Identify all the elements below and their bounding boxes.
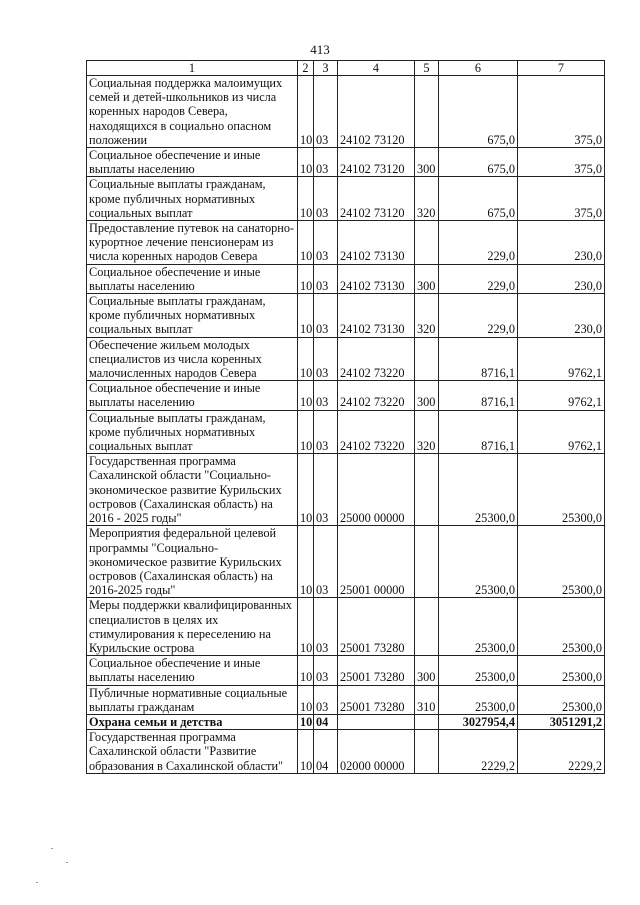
section-code-cell: 10 bbox=[298, 656, 314, 685]
row-name-cell: Публичные нормативные социальные выплаты гражданам bbox=[87, 685, 298, 714]
expense-type-cell bbox=[415, 598, 439, 656]
section-code-cell: 10 bbox=[298, 526, 314, 598]
target-article-cell: 24102 73220 bbox=[338, 410, 415, 454]
column-header: 6 bbox=[439, 61, 518, 76]
amount-year-1-cell: 8716,1 bbox=[439, 337, 518, 381]
row-name-cell: Меры поддержки квалифицированных специалистов в целях их стимулирования к переселению на Курильские острова bbox=[87, 598, 298, 656]
column-header: 3 bbox=[314, 61, 338, 76]
amount-year-2-cell: 230,0 bbox=[518, 221, 605, 265]
expense-type-cell: 300 bbox=[415, 656, 439, 685]
table-row bbox=[87, 221, 605, 265]
expense-type-cell bbox=[415, 526, 439, 598]
amount-year-2-cell: 25300,0 bbox=[518, 598, 605, 656]
amount-year-2-cell: 25300,0 bbox=[518, 526, 605, 598]
section-code-cell: 10 bbox=[298, 685, 314, 714]
expense-type-cell: 300 bbox=[415, 264, 439, 293]
subsection-code-cell: 03 bbox=[314, 337, 338, 381]
expense-type-cell: 300 bbox=[415, 381, 439, 410]
expense-type-cell: 320 bbox=[415, 177, 439, 221]
scan-speck bbox=[51, 848, 53, 849]
table-row bbox=[87, 381, 605, 410]
section-code-cell: 10 bbox=[298, 221, 314, 265]
section-code-cell: 10 bbox=[298, 410, 314, 454]
amount-year-1-cell: 8716,1 bbox=[439, 410, 518, 454]
amount-year-2-cell: 9762,1 bbox=[518, 337, 605, 381]
column-header: 5 bbox=[415, 61, 439, 76]
amount-year-2-cell: 375,0 bbox=[518, 177, 605, 221]
subsection-code-cell: 03 bbox=[314, 221, 338, 265]
section-code-cell: 10 bbox=[298, 598, 314, 656]
subsection-code-cell: 04 bbox=[314, 730, 338, 774]
target-article-cell: 25001 73280 bbox=[338, 685, 415, 714]
section-code-cell: 10 bbox=[298, 76, 314, 148]
subsection-code-cell: 03 bbox=[314, 177, 338, 221]
row-name-cell: Государственная программа Сахалинской области "Развитие образования в Сахалинской области" bbox=[87, 730, 298, 774]
amount-year-2-cell: 375,0 bbox=[518, 76, 605, 148]
section-code-cell: 10 bbox=[298, 337, 314, 381]
amount-year-1-cell: 229,0 bbox=[439, 221, 518, 265]
subsection-code-cell: 03 bbox=[314, 148, 338, 177]
scan-speck bbox=[36, 882, 38, 883]
row-name-cell: Мероприятия федеральной целевой программы "Социально-экономическое развитие Курильских островов (Сахалинская область) на 2016-2025 годы" bbox=[87, 526, 298, 598]
section-code-cell: 10 bbox=[298, 381, 314, 410]
amount-year-2-cell: 375,0 bbox=[518, 148, 605, 177]
row-name-cell: Социальные выплаты гражданам, кроме публичных нормативных социальных выплат bbox=[87, 410, 298, 454]
row-name-cell: Охрана семьи и детства bbox=[87, 714, 298, 729]
expense-type-cell bbox=[415, 730, 439, 774]
section-code-cell: 10 bbox=[298, 714, 314, 729]
target-article-cell bbox=[338, 714, 415, 729]
target-article-cell: 25001 00000 bbox=[338, 526, 415, 598]
column-header: 7 bbox=[518, 61, 605, 76]
row-name-cell: Государственная программа Сахалинской области "Социально-экономическое развитие Курильских островов (Сахалинская область) на 2016 - 2025 годы" bbox=[87, 454, 298, 526]
amount-year-2-cell: 2229,2 bbox=[518, 730, 605, 774]
table-row bbox=[87, 410, 605, 454]
target-article-cell: 25001 73280 bbox=[338, 598, 415, 656]
amount-year-2-cell: 25300,0 bbox=[518, 685, 605, 714]
column-header: 2 bbox=[298, 61, 314, 76]
scan-speck bbox=[66, 862, 68, 863]
amount-year-1-cell: 25300,0 bbox=[439, 685, 518, 714]
expense-type-cell: 300 bbox=[415, 148, 439, 177]
table-row bbox=[87, 264, 605, 293]
section-code-cell: 10 bbox=[298, 148, 314, 177]
amount-year-1-cell: 2229,2 bbox=[439, 730, 518, 774]
table-row bbox=[87, 526, 605, 598]
table-row bbox=[87, 337, 605, 381]
amount-year-1-cell: 3027954,4 bbox=[439, 714, 518, 729]
amount-year-2-cell: 230,0 bbox=[518, 264, 605, 293]
expense-type-cell bbox=[415, 714, 439, 729]
amount-year-2-cell: 25300,0 bbox=[518, 454, 605, 526]
subsection-code-cell: 03 bbox=[314, 410, 338, 454]
target-article-cell: 24102 73120 bbox=[338, 177, 415, 221]
amount-year-1-cell: 229,0 bbox=[439, 294, 518, 338]
row-name-cell: Предоставление путевок на санаторно-курортное лечение пенсионерам из числа коренных народов Севера bbox=[87, 221, 298, 265]
amount-year-2-cell: 230,0 bbox=[518, 294, 605, 338]
table-row bbox=[87, 730, 605, 774]
amount-year-1-cell: 25300,0 bbox=[439, 454, 518, 526]
expense-type-cell bbox=[415, 454, 439, 526]
target-article-cell: 02000 00000 bbox=[338, 730, 415, 774]
target-article-cell: 24102 73220 bbox=[338, 381, 415, 410]
amount-year-1-cell: 25300,0 bbox=[439, 598, 518, 656]
section-code-cell: 10 bbox=[298, 454, 314, 526]
target-article-cell: 24102 73130 bbox=[338, 294, 415, 338]
section-code-cell: 10 bbox=[298, 264, 314, 293]
row-name-cell: Социальная поддержка малоимущих семей и детей-школьников из числа коренных народов Севера, находящихся в социально опасном положении bbox=[87, 76, 298, 148]
table-body bbox=[87, 76, 605, 774]
amount-year-2-cell: 3051291,2 bbox=[518, 714, 605, 729]
section-code-cell: 10 bbox=[298, 294, 314, 338]
column-header: 1 bbox=[87, 61, 298, 76]
table-header bbox=[87, 61, 605, 76]
subsection-code-cell: 03 bbox=[314, 454, 338, 526]
target-article-cell: 25000 00000 bbox=[338, 454, 415, 526]
target-article-cell: 24102 73120 bbox=[338, 76, 415, 148]
target-article-cell: 24102 73130 bbox=[338, 221, 415, 265]
row-name-cell: Социальное обеспечение и иные выплаты населению bbox=[87, 656, 298, 685]
subsection-code-cell: 03 bbox=[314, 685, 338, 714]
budget-table bbox=[86, 60, 605, 774]
expense-type-cell bbox=[415, 76, 439, 148]
amount-year-2-cell: 9762,1 bbox=[518, 410, 605, 454]
target-article-cell: 24102 73120 bbox=[338, 148, 415, 177]
subsection-code-cell: 03 bbox=[314, 264, 338, 293]
subsection-code-cell: 03 bbox=[314, 526, 338, 598]
amount-year-2-cell: 9762,1 bbox=[518, 381, 605, 410]
amount-year-1-cell: 8716,1 bbox=[439, 381, 518, 410]
amount-year-1-cell: 675,0 bbox=[439, 76, 518, 148]
table-row bbox=[87, 598, 605, 656]
table-row bbox=[87, 714, 605, 729]
table-row bbox=[87, 148, 605, 177]
target-article-cell: 25001 73280 bbox=[338, 656, 415, 685]
expense-type-cell: 320 bbox=[415, 294, 439, 338]
row-name-cell: Социальные выплаты гражданам, кроме публичных нормативных социальных выплат bbox=[87, 177, 298, 221]
page-number: 413 bbox=[310, 42, 330, 57]
row-name-cell: Социальное обеспечение и иные выплаты населению bbox=[87, 381, 298, 410]
amount-year-1-cell: 675,0 bbox=[439, 148, 518, 177]
table-row bbox=[87, 294, 605, 338]
expense-type-cell: 320 bbox=[415, 410, 439, 454]
target-article-cell: 24102 73220 bbox=[338, 337, 415, 381]
subsection-code-cell: 03 bbox=[314, 598, 338, 656]
expense-type-cell bbox=[415, 337, 439, 381]
column-header: 4 bbox=[338, 61, 415, 76]
expense-type-cell bbox=[415, 221, 439, 265]
expense-type-cell: 310 bbox=[415, 685, 439, 714]
table-row bbox=[87, 454, 605, 526]
table-row bbox=[87, 177, 605, 221]
section-code-cell: 10 bbox=[298, 177, 314, 221]
row-name-cell: Обеспечение жильем молодых специалистов из числа коренных малочисленных народов Севера bbox=[87, 337, 298, 381]
amount-year-2-cell: 25300,0 bbox=[518, 656, 605, 685]
row-name-cell: Социальное обеспечение и иные выплаты населению bbox=[87, 148, 298, 177]
target-article-cell: 24102 73130 bbox=[338, 264, 415, 293]
amount-year-1-cell: 675,0 bbox=[439, 177, 518, 221]
amount-year-1-cell: 25300,0 bbox=[439, 526, 518, 598]
row-name-cell: Социальное обеспечение и иные выплаты населению bbox=[87, 264, 298, 293]
amount-year-1-cell: 229,0 bbox=[439, 264, 518, 293]
row-name-cell: Социальные выплаты гражданам, кроме публичных нормативных социальных выплат bbox=[87, 294, 298, 338]
subsection-code-cell: 03 bbox=[314, 76, 338, 148]
subsection-code-cell: 03 bbox=[314, 294, 338, 338]
subsection-code-cell: 03 bbox=[314, 656, 338, 685]
table-row bbox=[87, 685, 605, 714]
section-code-cell: 10 bbox=[298, 730, 314, 774]
header-row bbox=[87, 61, 605, 76]
subsection-code-cell: 03 bbox=[314, 381, 338, 410]
table-row bbox=[87, 656, 605, 685]
amount-year-1-cell: 25300,0 bbox=[439, 656, 518, 685]
subsection-code-cell: 04 bbox=[314, 714, 338, 729]
table-row bbox=[87, 76, 605, 148]
